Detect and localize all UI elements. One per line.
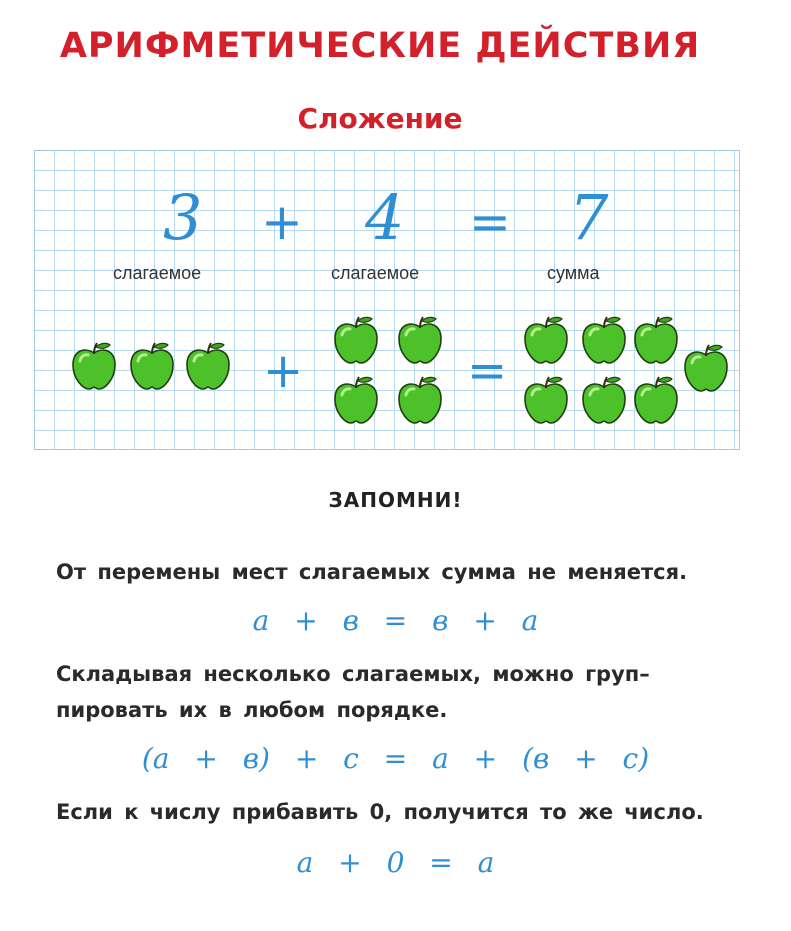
grid-panel: [34, 150, 740, 450]
apple-icon: [71, 341, 117, 391]
sum-digit: 7: [569, 181, 609, 254]
apple-icon: [523, 315, 569, 365]
formula-zero: a + 0 = a: [296, 846, 495, 879]
rule-associative-line1: Складывая несколько слагаемых, можно груп–: [56, 662, 650, 686]
apple-icon: [397, 315, 443, 365]
apple-icon: [333, 375, 379, 425]
page-title: АРИФМЕТИЧЕСКИЕ ДЕЙСТВИЯ: [59, 26, 701, 66]
apple-icon: [581, 375, 627, 425]
apple-icon: [129, 341, 175, 391]
apples-equals-sign: =: [467, 343, 508, 399]
apples-plus-sign: +: [263, 343, 304, 399]
addend2-digit: 4: [365, 181, 405, 254]
rule-associative-line2: пировать их в любом порядке.: [56, 698, 448, 722]
formula-commutative: a + в = в + a: [252, 604, 539, 637]
apple-icon: [581, 315, 627, 365]
apple-icon: [523, 375, 569, 425]
formula-associative: (a + в) + c = a + (в + c): [141, 742, 650, 775]
sum-label: сумма: [547, 263, 600, 283]
apple-icon: [333, 315, 379, 365]
addend2-label: слагаемое: [331, 263, 420, 283]
addend1-label: слагаемое: [113, 263, 202, 283]
rule-commutative: От перемены мест слагаемых сумма не меняется.: [56, 560, 688, 584]
plus-sign: +: [261, 193, 303, 251]
addend1-digit: 3: [163, 181, 203, 254]
apple-icon: [633, 375, 679, 425]
section-subtitle: Сложение: [297, 102, 463, 135]
apple-icon: [683, 343, 729, 393]
apple-icon: [185, 341, 231, 391]
apple-icon: [397, 375, 443, 425]
rule-zero: Если к числу прибавить 0, получится то же число.: [56, 800, 704, 824]
apple-icon: [633, 315, 679, 365]
remember-heading: ЗАПОМНИ!: [328, 488, 463, 512]
equals-sign: =: [469, 193, 511, 251]
